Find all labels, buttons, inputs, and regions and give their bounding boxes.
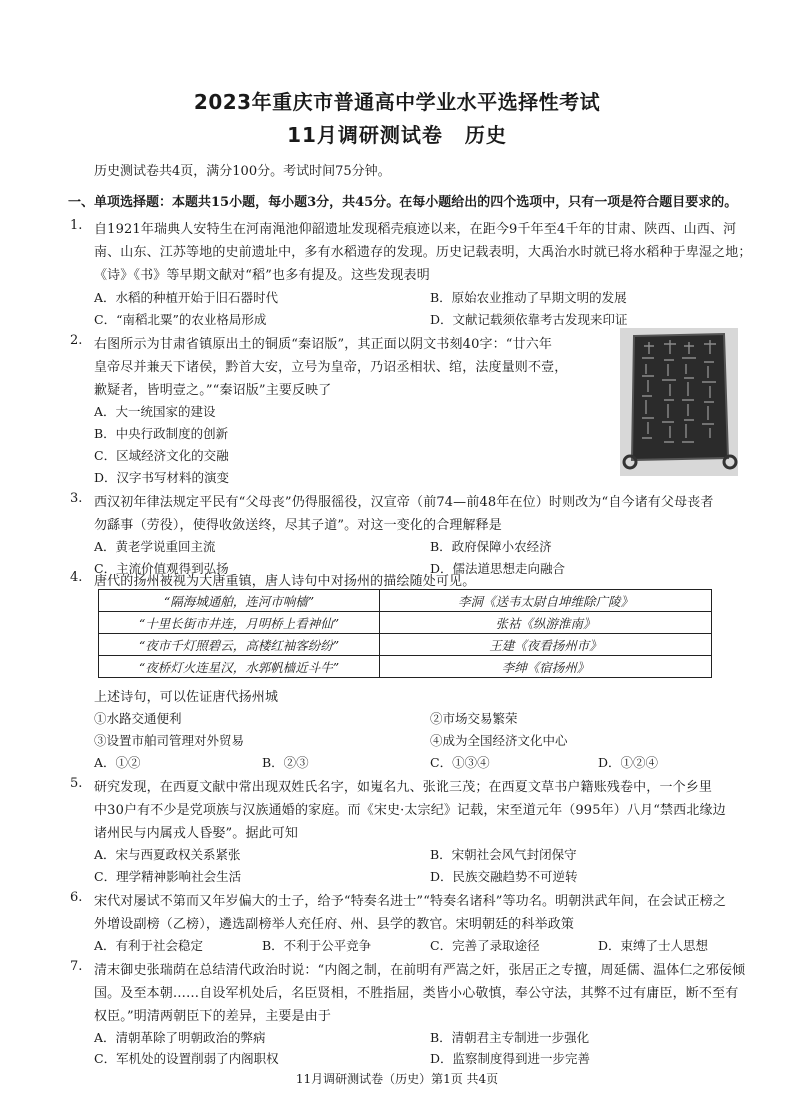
- question-3-option-c: C．主流价值观得到弘扬: [94, 561, 229, 576]
- poem-table: [98, 589, 712, 678]
- question-6-option-c: C．完善了录取途径: [430, 938, 540, 953]
- question-2-option-b: B．中央行政制度的创新: [94, 426, 229, 441]
- question-6-line: 宋代对屡试不第而又年岁偏大的士子，给予“特奏名进士”“特奏名诸科”等功名。明朝洪武年间，在会试正榜之: [94, 894, 727, 909]
- qin-edict-plate-image: [620, 328, 738, 476]
- question-7-line: 权臣。”明清两朝臣下的差异，主要是由于: [94, 1009, 331, 1024]
- question-2-line: 歉疑者，皆明壹之。”“秦诏版”主要反映了: [94, 383, 332, 398]
- table-row: [99, 656, 712, 678]
- question-4-option-b: B．②③: [262, 755, 309, 770]
- poem-source: 王建《夜看扬州市》: [380, 634, 712, 656]
- question-6-line: 外增设副榜（乙榜），遴选副榜举人充任府、州、县学的教官。宋明朝廷的科举政策: [94, 917, 575, 932]
- poem-line: “夜市千灯照碧云，高楼红袖客纷纷”: [99, 634, 380, 656]
- poem-line: “隔海城通舶，连河市响樯”: [99, 590, 380, 612]
- question-6-number: 6.: [70, 890, 83, 905]
- question-2-option-a: A．大一统国家的建设: [94, 404, 216, 419]
- question-5-line: 研究发现，在西夏文献中常出现双姓氏名字，如嵬名九、张讹三茂；在西夏文草书户籍账残卷中，一个乡里: [94, 780, 713, 795]
- question-5-line: 中30户有不少是党项族与汉族通婚的家庭。而《宋史·太宗纪》记载，宋至道元年（995年）八月“禁西北缘边: [94, 803, 726, 818]
- exam-intro: 历史测试卷共4页，满分100分。考试时间75分钟。: [94, 164, 391, 179]
- question-4-option-c: C．①③④: [430, 755, 490, 770]
- question-4-stem: 上述诗句，可以佐证唐代扬州城: [94, 690, 279, 705]
- question-2-option-d: D．汉字书写材料的演变: [94, 470, 230, 485]
- question-3-number: 3.: [70, 491, 83, 506]
- question-1-line: 自1921年瑞典人安特生在河南渑池仰韶遗址发现稻壳痕迹以来，在距今9千年至4千年的甘肃、陕西、山西、河: [94, 222, 737, 237]
- exam-subtitle-month: 11月调研测试卷: [287, 123, 443, 147]
- poem-source: 李绅《宿扬州》: [380, 656, 712, 678]
- question-4-line: 唐代的扬州被视为大唐重镇，唐人诗句中对扬州的描绘随处可见。: [94, 574, 476, 589]
- question-2-number: 2.: [70, 333, 83, 348]
- question-1-number: 1.: [70, 218, 83, 233]
- exam-subtitle-subject: 历史: [464, 123, 507, 147]
- question-4-item-3: ③设置市舶司管理对外贸易: [94, 733, 245, 748]
- table-row: [99, 634, 712, 656]
- question-2-line: 皇帝尽并兼天下诸侯，黔首大安，立号为皇帝，乃诏丞相状、绾，法度量则不壹，: [94, 360, 568, 375]
- question-1-option-b: B．原始农业推动了早期文明的发展: [430, 290, 627, 305]
- question-1-line: 南、山东、江苏等地的史前遗址中，多有水稻遗存的发现。历史记载表明，大禹治水时就已将水稻种于卑湿之地；: [94, 245, 752, 260]
- table-row: [99, 590, 712, 612]
- question-7-number: 7.: [70, 959, 83, 974]
- question-1-option-a: A．水稻的种植开始于旧石器时代: [94, 290, 279, 305]
- question-1-option-d: D．文献记载须依靠考古发现来印证: [430, 312, 628, 327]
- question-7-option-c: C．军机处的设置削弱了内阁职权: [94, 1051, 279, 1066]
- question-3-option-b: B．政府保障小农经济: [430, 539, 552, 554]
- question-6-option-b: B．不利于公平竞争: [262, 938, 372, 953]
- question-3-line: 西汉初年律法规定平民有“父母丧”仍得服徭役，汉宣帝（前74—前48年在位）时则改为“自今诸有父母丧者: [94, 495, 714, 510]
- question-7-line: 国。及至本朝……自设军机处后，名臣贤相，不胜指屈，类皆小心敬慎，奉公守法，其弊不过有庸臣，断不至有: [94, 986, 739, 1001]
- question-1-line: 《诗》《书》等早期文献对“稻”也多有提及。这些发现表明: [94, 268, 430, 283]
- question-7-option-a: A．清朝革除了明朝政治的弊病: [94, 1030, 266, 1045]
- page-footer: 11月调研测试卷（历史）第1页 共4页: [295, 1072, 499, 1086]
- poem-source: 李洞《送韦太尉自坤维除广陵》: [380, 590, 712, 612]
- exam-title: 2023年重庆市普通高中学业水平选择性考试: [193, 90, 601, 114]
- question-4-number: 4.: [70, 570, 83, 585]
- table-row: [99, 612, 712, 634]
- question-2-line: 右图所示为甘肃省镇原出土的铜质“秦诏版”，其正面以阴文书刻40字：“廿六年: [94, 337, 553, 352]
- question-6-option-d: D．束缚了士人思想: [598, 938, 709, 953]
- question-5-option-a: A．宋与西夏政权关系紧张: [94, 847, 241, 862]
- question-4-option-a: A．①②: [94, 755, 141, 770]
- question-6-option-a: A．有利于社会稳定: [94, 938, 204, 953]
- question-5-option-d: D．民族交融趋势不可逆转: [430, 869, 578, 884]
- question-3-line: 勿繇事（劳役），使得收敛送终，尽其子道”。对这一变化的合理解释是: [94, 518, 502, 533]
- poem-line: “夜桥灯火连星汉，水郭帆樯近斗牛”: [99, 656, 380, 678]
- question-5-option-b: B．宋朝社会风气封闭保守: [430, 847, 577, 862]
- question-4-item-1: ①水路交通便利: [94, 711, 182, 726]
- question-5-number: 5.: [70, 776, 83, 791]
- question-1-option-c: C．“南稻北粟”的农业格局形成: [94, 312, 267, 327]
- question-5-option-c: C．理学精神影响社会生活: [94, 869, 242, 884]
- question-4-item-4: ④成为全国经济文化中心: [430, 733, 568, 748]
- question-7-option-b: B．清朝君主专制进一步强化: [430, 1030, 590, 1045]
- poem-source: 张祜《纵游淮南》: [380, 612, 712, 634]
- question-5-line: 诸州民与内属戎人昏娶”。据此可知: [94, 826, 299, 841]
- question-3-option-d: D．儒法道思想走向融合: [430, 561, 566, 576]
- question-7-line: 清末御史张瑞荫在总结清代政治时说：“内阁之制，在前明有严嵩之奸，张居正之专擅，周延儒、温体仁之邪佞倾: [94, 963, 746, 978]
- section-heading: 一、单项选择题：本题共15小题，每小题3分，共45分。在每小题给出的四个选项中，只有一项是符合题目要求的。: [68, 195, 738, 210]
- poem-line: “十里长街市井连，月明桥上看神仙”: [99, 612, 380, 634]
- question-7-option-d: D．监察制度得到进一步完善: [430, 1051, 591, 1066]
- question-4-option-d: D．①②④: [598, 755, 659, 770]
- question-4-item-2: ②市场交易繁荣: [430, 711, 518, 726]
- exam-subtitle: [0, 119, 794, 148]
- question-2-option-c: C．区域经济文化的交融: [94, 448, 229, 463]
- question-3-option-a: A．黄老学说重回主流: [94, 539, 216, 554]
